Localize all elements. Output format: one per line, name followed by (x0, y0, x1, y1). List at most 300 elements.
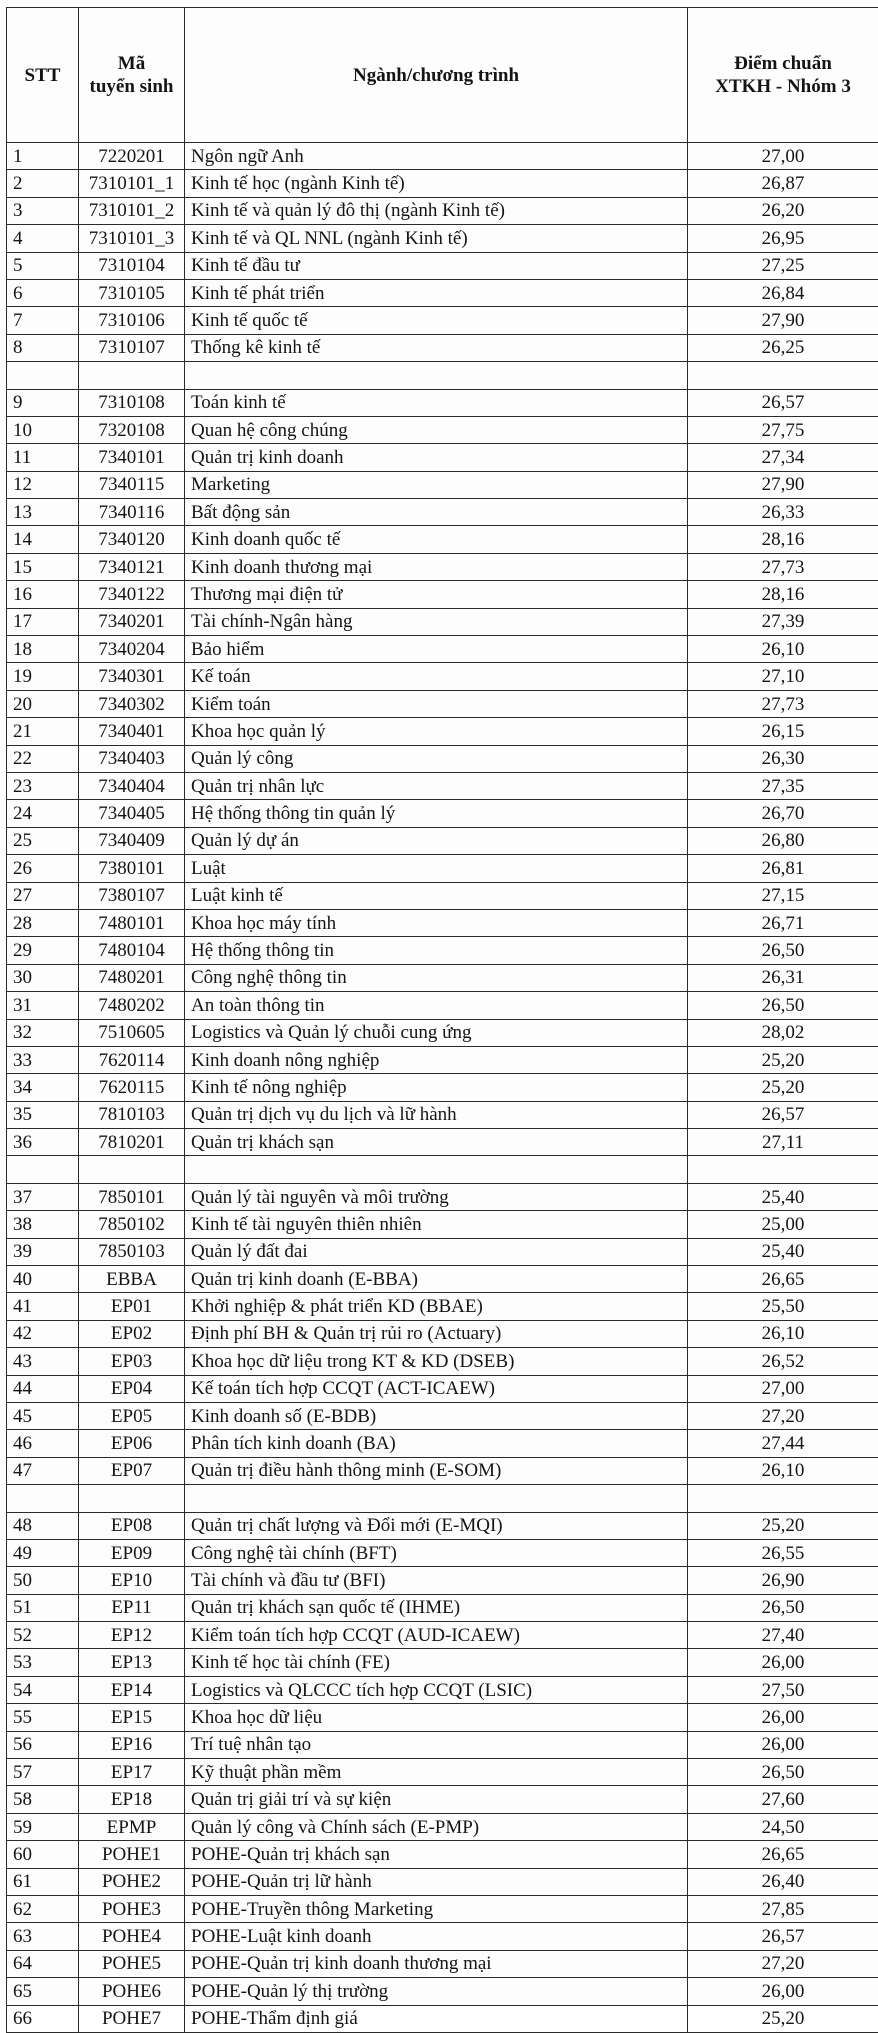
row-program-name: Quản lý tài nguyên và môi trường (185, 1183, 688, 1210)
table-row (7, 225, 878, 252)
row-stt: 37 (7, 1183, 79, 1210)
row-program-name: Bất động sản (185, 499, 688, 526)
row-program-name: Kế toán tích hợp CCQT (ACT-ICAEW) (185, 1375, 688, 1402)
row-code: EP06 (79, 1430, 185, 1457)
row-stt: 51 (7, 1594, 79, 1621)
table-row (7, 663, 878, 690)
row-program-name: Kinh doanh quốc tế (185, 526, 688, 553)
row-code: EP09 (79, 1539, 185, 1566)
row-code: 7310101_1 (79, 170, 185, 197)
row-program-name: Kinh tế phát triển (185, 279, 688, 306)
row-code: 7480201 (79, 964, 185, 991)
row-code: EBBA (79, 1266, 185, 1293)
row-program-name: Phân tích kinh doanh (BA) (185, 1430, 688, 1457)
table-row (7, 1950, 878, 1977)
table-row (7, 745, 878, 772)
table-row (7, 1430, 878, 1457)
row-program-name: POHE-Quản trị khách sạn (185, 1841, 688, 1868)
section-gap-cell (185, 362, 688, 389)
row-stt: 50 (7, 1567, 79, 1594)
row-stt: 11 (7, 444, 79, 471)
row-stt: 53 (7, 1649, 79, 1676)
section-gap-cell (688, 362, 878, 389)
row-score: 26,95 (688, 225, 878, 252)
row-score: 27,73 (688, 553, 878, 580)
section-gap-cell (79, 362, 185, 389)
row-stt: 33 (7, 1046, 79, 1073)
row-stt: 24 (7, 800, 79, 827)
table-row (7, 499, 878, 526)
row-stt: 36 (7, 1129, 79, 1156)
row-score: 27,34 (688, 444, 878, 471)
row-program-name: Kinh tế đầu tư (185, 252, 688, 279)
row-code: 7340115 (79, 471, 185, 498)
row-stt: 22 (7, 745, 79, 772)
row-code: 7340401 (79, 718, 185, 745)
table-row (7, 1704, 878, 1731)
row-stt: 55 (7, 1704, 79, 1731)
row-program-name: Kiểm toán tích hợp CCQT (AUD-ICAEW) (185, 1622, 688, 1649)
table-row (7, 307, 878, 334)
row-code: 7480104 (79, 937, 185, 964)
row-score: 26,00 (688, 1649, 878, 1676)
row-stt: 10 (7, 416, 79, 443)
row-score: 26,50 (688, 1594, 878, 1621)
table-row (7, 1978, 878, 2005)
row-code: 7340302 (79, 690, 185, 717)
row-program-name: POHE-Quản lý thị trường (185, 1978, 688, 2005)
row-code: 7340403 (79, 745, 185, 772)
table-row (7, 1046, 878, 1073)
row-program-name: Khoa học dữ liệu (185, 1704, 688, 1731)
row-program-name: Quản lý công (185, 745, 688, 772)
row-code: EP04 (79, 1375, 185, 1402)
row-score: 26,90 (688, 1567, 878, 1594)
row-stt: 38 (7, 1211, 79, 1238)
row-stt: 63 (7, 1923, 79, 1950)
table-row (7, 1375, 878, 1402)
row-stt: 25 (7, 827, 79, 854)
table-row (7, 1293, 878, 1320)
row-code: 7340120 (79, 526, 185, 553)
row-stt: 23 (7, 772, 79, 799)
row-program-name: Kinh tế nông nghiệp (185, 1074, 688, 1101)
row-score: 25,20 (688, 1046, 878, 1073)
row-program-name: POHE-Thẩm định giá (185, 2005, 688, 2032)
row-stt: 57 (7, 1759, 79, 1786)
table-row (7, 1841, 878, 1868)
table-row (7, 143, 878, 170)
row-stt: 60 (7, 1841, 79, 1868)
row-score: 26,10 (688, 636, 878, 663)
row-program-name: Khoa học máy tính (185, 909, 688, 936)
row-program-name: Luật (185, 855, 688, 882)
table-row (7, 1320, 878, 1347)
row-score: 27,60 (688, 1786, 878, 1813)
row-code: 7380101 (79, 855, 185, 882)
row-code: EP08 (79, 1512, 185, 1539)
row-stt: 14 (7, 526, 79, 553)
row-stt: 29 (7, 937, 79, 964)
row-code: EP10 (79, 1567, 185, 1594)
table-row (7, 855, 878, 882)
row-program-name: POHE-Quản trị lữ hành (185, 1868, 688, 1895)
row-score: 26,00 (688, 1704, 878, 1731)
table-row (7, 718, 878, 745)
row-code: 7340405 (79, 800, 185, 827)
row-program-name: Quản trị nhân lực (185, 772, 688, 799)
admission-score-table (6, 7, 878, 2033)
row-code: 7220201 (79, 143, 185, 170)
row-score: 26,30 (688, 745, 878, 772)
row-program-name: Kinh tế tài nguyên thiên nhiên (185, 1211, 688, 1238)
row-code: 7480101 (79, 909, 185, 936)
row-score: 26,25 (688, 334, 878, 361)
row-stt: 65 (7, 1978, 79, 2005)
row-score: 27,44 (688, 1430, 878, 1457)
row-code: EP01 (79, 1293, 185, 1320)
row-program-name: Quan hệ công chúng (185, 416, 688, 443)
row-stt: 1 (7, 143, 79, 170)
row-score: 27,00 (688, 143, 878, 170)
row-score: 26,50 (688, 937, 878, 964)
row-score: 27,35 (688, 772, 878, 799)
row-program-name: Hệ thống thông tin quản lý (185, 800, 688, 827)
table-row (7, 444, 878, 471)
row-score: 27,50 (688, 1676, 878, 1703)
row-score: 26,65 (688, 1266, 878, 1293)
row-code: 7850101 (79, 1183, 185, 1210)
row-program-name: Trí tuệ nhân tạo (185, 1731, 688, 1758)
table-row (7, 279, 878, 306)
row-score: 26,50 (688, 1759, 878, 1786)
row-score: 25,20 (688, 1074, 878, 1101)
row-score: 25,40 (688, 1183, 878, 1210)
row-score: 26,57 (688, 389, 878, 416)
table-row (7, 334, 878, 361)
row-program-name: Quản trị dịch vụ du lịch và lữ hành (185, 1101, 688, 1128)
row-stt: 4 (7, 225, 79, 252)
row-score: 27,40 (688, 1622, 878, 1649)
row-program-name: Kinh tế quốc tế (185, 307, 688, 334)
row-score: 27,75 (688, 416, 878, 443)
table-row (7, 608, 878, 635)
section-gap-cell (688, 1156, 878, 1183)
row-score: 26,40 (688, 1868, 878, 1895)
section-gap-cell (79, 1156, 185, 1183)
row-program-name: Quản trị chất lượng và Đổi mới (E-MQI) (185, 1512, 688, 1539)
row-code: 7310107 (79, 334, 185, 361)
row-stt: 42 (7, 1320, 79, 1347)
table-row (7, 1594, 878, 1621)
row-code: EP11 (79, 1594, 185, 1621)
row-stt: 5 (7, 252, 79, 279)
row-score: 26,70 (688, 800, 878, 827)
row-score: 25,20 (688, 2005, 878, 2032)
row-stt: 64 (7, 1950, 79, 1977)
row-score: 26,15 (688, 718, 878, 745)
row-stt: 3 (7, 197, 79, 224)
row-code: POHE3 (79, 1896, 185, 1923)
row-code: EP16 (79, 1731, 185, 1758)
row-score: 26,00 (688, 1978, 878, 2005)
row-score: 26,57 (688, 1101, 878, 1128)
table-body (7, 143, 878, 2033)
section-gap-cell (688, 1485, 878, 1512)
row-code: 7340404 (79, 772, 185, 799)
row-stt: 40 (7, 1266, 79, 1293)
row-stt: 48 (7, 1512, 79, 1539)
row-code: 7850103 (79, 1238, 185, 1265)
table-row (7, 1512, 878, 1539)
table-row (7, 1101, 878, 1128)
row-program-name: Công nghệ thông tin (185, 964, 688, 991)
row-score: 26,31 (688, 964, 878, 991)
row-code: 7340409 (79, 827, 185, 854)
row-stt: 32 (7, 1019, 79, 1046)
row-program-name: Logistics và QLCCC tích hợp CCQT (LSIC) (185, 1676, 688, 1703)
row-program-name: Thống kê kinh tế (185, 334, 688, 361)
table-row (7, 1074, 878, 1101)
row-code: POHE5 (79, 1950, 185, 1977)
table-row (7, 197, 878, 224)
row-stt: 43 (7, 1348, 79, 1375)
table-row (7, 772, 878, 799)
header-code (79, 8, 185, 143)
table-row (7, 1348, 878, 1375)
row-code: EP13 (79, 1649, 185, 1676)
row-stt: 21 (7, 718, 79, 745)
row-code: 7850102 (79, 1211, 185, 1238)
row-stt: 16 (7, 581, 79, 608)
row-program-name: Quản lý đất đai (185, 1238, 688, 1265)
table-row (7, 1266, 878, 1293)
section-gap-cell (185, 1156, 688, 1183)
table-row (7, 389, 878, 416)
row-score: 27,73 (688, 690, 878, 717)
row-stt: 34 (7, 1074, 79, 1101)
row-program-name: Kinh doanh thương mại (185, 553, 688, 580)
row-stt: 54 (7, 1676, 79, 1703)
table-row (7, 1211, 878, 1238)
row-code: POHE1 (79, 1841, 185, 1868)
row-stt: 7 (7, 307, 79, 334)
row-code: 7340122 (79, 581, 185, 608)
row-score: 27,15 (688, 882, 878, 909)
row-code: 7340301 (79, 663, 185, 690)
row-code: 7620114 (79, 1046, 185, 1073)
row-code: EPMP (79, 1813, 185, 1840)
header-name: Ngành/chương trình (185, 8, 688, 143)
table-row (7, 800, 878, 827)
table-row (7, 1238, 878, 1265)
table-row (7, 1539, 878, 1566)
row-stt: 2 (7, 170, 79, 197)
row-score: 26,87 (688, 170, 878, 197)
row-score: 25,40 (688, 1238, 878, 1265)
section-gap (7, 362, 878, 389)
table-row (7, 252, 878, 279)
row-score: 27,00 (688, 1375, 878, 1402)
row-program-name: POHE-Quản trị kinh doanh thương mại (185, 1950, 688, 1977)
row-program-name: An toàn thông tin (185, 992, 688, 1019)
row-code: 7310101_2 (79, 197, 185, 224)
row-score: 27,20 (688, 1950, 878, 1977)
section-gap-cell (7, 1485, 79, 1512)
row-stt: 8 (7, 334, 79, 361)
table-row (7, 1019, 878, 1046)
row-stt: 30 (7, 964, 79, 991)
table-row (7, 170, 878, 197)
row-code: EP18 (79, 1786, 185, 1813)
header-stt: STT (7, 8, 79, 143)
table-row (7, 964, 878, 991)
table-row (7, 1649, 878, 1676)
header-code-line1: Mã (85, 52, 178, 75)
row-program-name: Quản trị kinh doanh (E-BBA) (185, 1266, 688, 1293)
row-stt: 31 (7, 992, 79, 1019)
row-program-name: Kinh tế và QL NNL (ngành Kinh tế) (185, 225, 688, 252)
row-stt: 28 (7, 909, 79, 936)
row-program-name: Quản trị điều hành thông minh (E-SOM) (185, 1457, 688, 1484)
section-gap-cell (7, 1156, 79, 1183)
row-stt: 49 (7, 1539, 79, 1566)
row-program-name: Kinh doanh số (E-BDB) (185, 1402, 688, 1429)
row-score: 26,50 (688, 992, 878, 1019)
table-row (7, 1813, 878, 1840)
header-code-line2: tuyển sinh (85, 75, 178, 98)
row-score: 24,50 (688, 1813, 878, 1840)
section-gap-cell (7, 362, 79, 389)
table-row (7, 1759, 878, 1786)
row-score: 26,84 (688, 279, 878, 306)
table-row (7, 1676, 878, 1703)
row-code: 7340204 (79, 636, 185, 663)
section-gap-cell (79, 1485, 185, 1512)
row-program-name: Khởi nghiệp & phát triển KD (BBAE) (185, 1293, 688, 1320)
row-program-name: Kỹ thuật phần mềm (185, 1759, 688, 1786)
row-score: 26,52 (688, 1348, 878, 1375)
row-score: 26,81 (688, 855, 878, 882)
row-code: 7620115 (79, 1074, 185, 1101)
row-score: 26,80 (688, 827, 878, 854)
row-score: 28,02 (688, 1019, 878, 1046)
section-gap (7, 1156, 878, 1183)
row-score: 26,10 (688, 1457, 878, 1484)
row-score: 25,20 (688, 1512, 878, 1539)
row-program-name: Bảo hiểm (185, 636, 688, 663)
row-score: 27,20 (688, 1402, 878, 1429)
row-stt: 26 (7, 855, 79, 882)
row-stt: 44 (7, 1375, 79, 1402)
row-code: 7310108 (79, 389, 185, 416)
row-code: POHE7 (79, 2005, 185, 2032)
row-code: 7310101_3 (79, 225, 185, 252)
row-stt: 17 (7, 608, 79, 635)
row-stt: 62 (7, 1896, 79, 1923)
row-score: 27,90 (688, 471, 878, 498)
row-score: 26,55 (688, 1539, 878, 1566)
row-program-name: Kế toán (185, 663, 688, 690)
row-score: 27,85 (688, 1896, 878, 1923)
row-program-name: Marketing (185, 471, 688, 498)
row-code: 7310105 (79, 279, 185, 306)
row-score: 26,71 (688, 909, 878, 936)
row-program-name: Quản trị giải trí và sự kiện (185, 1786, 688, 1813)
row-score: 27,11 (688, 1129, 878, 1156)
row-stt: 52 (7, 1622, 79, 1649)
row-stt: 59 (7, 1813, 79, 1840)
row-program-name: Hệ thống thông tin (185, 937, 688, 964)
row-score: 27,25 (688, 252, 878, 279)
table-row (7, 909, 878, 936)
row-program-name: Quản lý công và Chính sách (E-PMP) (185, 1813, 688, 1840)
row-program-name: Định phí BH & Quản trị rủi ro (Actuary) (185, 1320, 688, 1347)
table-row (7, 1731, 878, 1758)
row-score: 26,65 (688, 1841, 878, 1868)
row-code: 7310104 (79, 252, 185, 279)
table-row (7, 992, 878, 1019)
row-program-name: Kinh tế học (ngành Kinh tế) (185, 170, 688, 197)
row-code: POHE4 (79, 1923, 185, 1950)
row-code: EP15 (79, 1704, 185, 1731)
row-code: 7310106 (79, 307, 185, 334)
row-code: 7810201 (79, 1129, 185, 1156)
row-program-name: Ngôn ngữ Anh (185, 143, 688, 170)
row-score: 26,10 (688, 1320, 878, 1347)
table-row (7, 690, 878, 717)
table-row (7, 636, 878, 663)
row-score: 27,90 (688, 307, 878, 334)
row-program-name: Thương mại điện tử (185, 581, 688, 608)
header-score (688, 8, 878, 143)
row-score: 27,39 (688, 608, 878, 635)
row-stt: 20 (7, 690, 79, 717)
table-row (7, 553, 878, 580)
table-row (7, 1622, 878, 1649)
row-code: 7320108 (79, 416, 185, 443)
table-row (7, 1457, 878, 1484)
row-code: EP14 (79, 1676, 185, 1703)
row-score: 27,10 (688, 663, 878, 690)
row-stt: 6 (7, 279, 79, 306)
table-row (7, 882, 878, 909)
table-row (7, 471, 878, 498)
row-score: 25,50 (688, 1293, 878, 1320)
row-code: 7340121 (79, 553, 185, 580)
table-row (7, 827, 878, 854)
row-program-name: Luật kinh tế (185, 882, 688, 909)
row-program-name: Kinh tế và quản lý đô thị (ngành Kinh tế) (185, 197, 688, 224)
row-code: 7340201 (79, 608, 185, 635)
row-program-name: Kinh tế học tài chính (FE) (185, 1649, 688, 1676)
row-code: POHE2 (79, 1868, 185, 1895)
row-program-name: Tài chính-Ngân hàng (185, 608, 688, 635)
row-stt: 66 (7, 2005, 79, 2032)
row-code: 7810103 (79, 1101, 185, 1128)
row-stt: 41 (7, 1293, 79, 1320)
row-score: 28,16 (688, 581, 878, 608)
table-row (7, 1402, 878, 1429)
row-stt: 39 (7, 1238, 79, 1265)
row-stt: 9 (7, 389, 79, 416)
table-row (7, 1896, 878, 1923)
row-program-name: Khoa học dữ liệu trong KT & KD (DSEB) (185, 1348, 688, 1375)
table-row (7, 581, 878, 608)
row-stt: 46 (7, 1430, 79, 1457)
row-code: EP03 (79, 1348, 185, 1375)
row-stt: 19 (7, 663, 79, 690)
